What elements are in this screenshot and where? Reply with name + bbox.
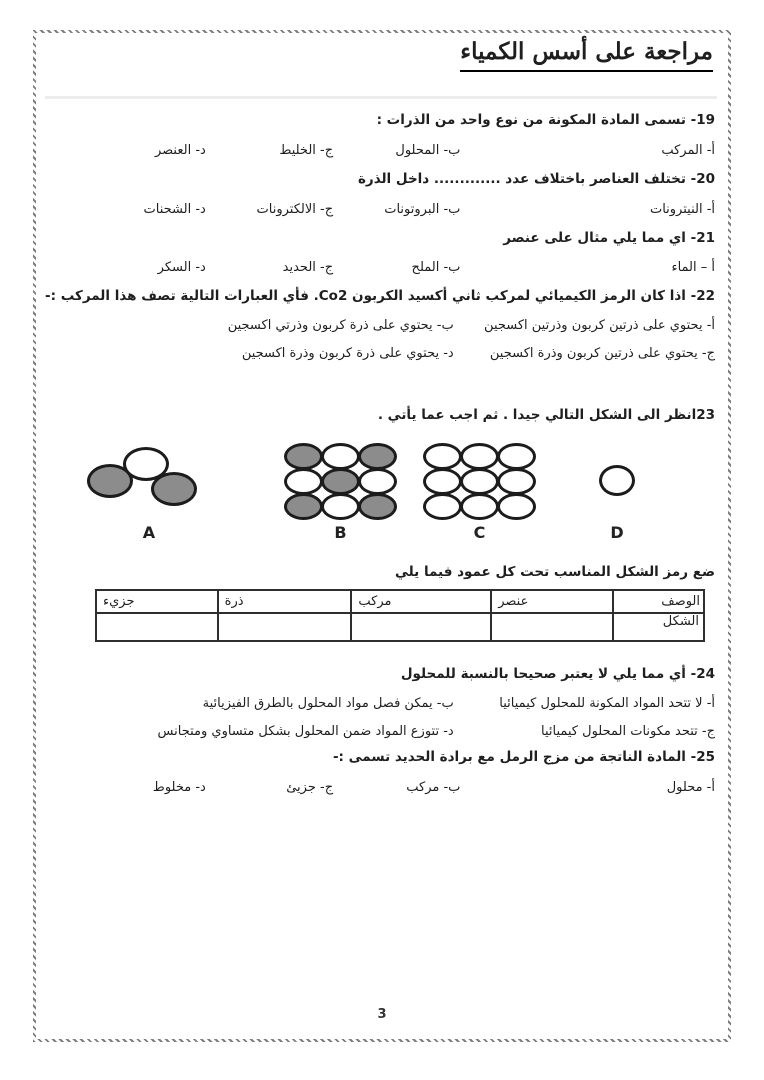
question-20-option-d: د- الشحنات [143, 201, 206, 217]
circle-grid-c [424, 444, 535, 519]
table-answer-cell-4 [96, 613, 218, 641]
white-circle [123, 447, 169, 481]
question-21-option-b: ب- الملح [411, 260, 461, 276]
table-row-label: الشكل [613, 613, 704, 641]
figure-group-a [83, 447, 215, 542]
white-circle [599, 465, 635, 496]
white-circle [497, 468, 536, 495]
question-24-option-d: د- تتوزع المواد ضمن المحلول بشكل متساوي ومتجانس [157, 724, 454, 739]
question-22-option-a: أ- يحتوي على ذرتين كربون وذرتين اكسجين [484, 318, 715, 334]
white-circle [423, 468, 462, 495]
table-answer-cell-1 [491, 613, 613, 641]
shapes-table [95, 589, 705, 642]
question-22 [45, 288, 717, 361]
question-25-options [45, 780, 715, 795]
question-24-text: 24- أي مما يلي لا يعتبر صحيحا بالنسبة للمحلول [400, 666, 715, 683]
gray-circle [358, 493, 397, 520]
question-25-option-c: ج- جزيئ [286, 779, 334, 795]
question-22-option-b: ب- يحتوي على ذرة كربون وذرتي اكسجين [227, 318, 454, 334]
question-23 [45, 407, 717, 642]
table-header-description: الوصف [613, 590, 704, 613]
white-circle [358, 468, 397, 495]
question-24-options [45, 696, 715, 739]
page-number: 3 [377, 1007, 387, 1022]
white-circle [497, 443, 536, 470]
question-23-text: 23انظر الى الشكل التالي جيدا . ثم اجب عما يأتي . [377, 407, 715, 424]
gray-circle [358, 443, 397, 470]
page-content [45, 34, 717, 1036]
question-20-text: 20- تختلف العناصر باختلاف عدد ............. داخل الذرة [357, 170, 715, 187]
table-header-compound: مركب [351, 590, 491, 613]
question-21-option-d: د- السكر [157, 260, 206, 276]
question-20-option-a: أ- النيترونات [649, 201, 715, 217]
shapes-table-answer-row [96, 613, 704, 641]
figure-label-c: C [473, 523, 486, 543]
question-22-options [45, 318, 715, 361]
question-19-option-c: ج- الخليط [279, 142, 334, 158]
white-circle [460, 493, 499, 520]
molecule-diagram-a [83, 447, 215, 509]
question-19-option-d: د- العنصر [154, 142, 206, 158]
question-19-options [45, 143, 715, 158]
question-20 [45, 171, 717, 217]
question-21-option-a: أ – الماء [671, 260, 715, 276]
atoms-figure [45, 444, 717, 542]
question-22-option-d: د- يحتوي على ذرة كربون وذرة اكسجين [241, 346, 454, 362]
question-25-option-a: أ- محلول [666, 779, 715, 795]
question-21-text: 21- اي مما يلي مثال على عنصر [503, 229, 715, 246]
question-20-option-b: ب- البروتونات [384, 201, 461, 217]
question-24-option-b: ب- يمكن فصل مواد المحلول بالطرق الفيزيائية [202, 696, 454, 711]
table-header-molecule: جزيء [96, 590, 218, 613]
figure-label-b: B [334, 523, 347, 543]
white-circle [321, 493, 360, 520]
white-circle [423, 493, 462, 520]
gray-circle [284, 493, 323, 520]
table-instruction: ضع رمز الشكل المناسب تحت كل عمود فيما يلي [395, 564, 715, 581]
question-25-text: 25- المادة الناتجة من مزج الرمل مع برادة الحديد تسمى :- [332, 749, 715, 765]
circle-grid-b [285, 444, 396, 519]
white-circle [497, 493, 536, 520]
white-circle [321, 443, 360, 470]
question-21-option-c: ج- الحديد [282, 260, 334, 276]
shapes-table-header-row [96, 590, 704, 613]
question-22-option-c: ج- يحتوي على ذرتين كربون وذرة اكسجين [489, 346, 715, 362]
figure-group-d [599, 465, 635, 542]
question-21-options [45, 260, 715, 275]
white-circle [460, 468, 499, 495]
figure-label-d: D [610, 523, 624, 543]
question-19 [45, 112, 717, 158]
white-circle [284, 468, 323, 495]
header-divider [45, 96, 717, 99]
question-19-text: 19- تسمى المادة المكونة من نوع واحد من الذرات : [376, 111, 715, 128]
white-circle [460, 443, 499, 470]
table-answer-cell-3 [218, 613, 352, 641]
question-25-option-d: د- مخلوط [152, 779, 206, 795]
question-20-option-c: ج- الالكترونات [256, 201, 334, 217]
question-24 [45, 666, 717, 739]
question-25 [45, 749, 717, 795]
question-20-options [45, 202, 715, 217]
question-25-option-b: ب- مركب [406, 779, 461, 795]
question-24-option-a: أ- لا تتحد المواد المكونة للمحلول كيميائيا [499, 696, 715, 711]
table-header-element: عنصر [491, 590, 613, 613]
table-header-atom: ذرة [218, 590, 352, 613]
question-19-option-a: أ- المركب [661, 142, 715, 158]
figure-group-b [285, 444, 396, 542]
white-circle [423, 443, 462, 470]
figure-group-c [424, 444, 535, 542]
gray-circle [321, 468, 360, 495]
question-19-option-b: ب- المحلول [395, 142, 461, 158]
question-21 [45, 230, 717, 276]
figure-label-a: A [142, 523, 156, 543]
question-24-option-c: ج- تتحد مكونات المحلول كيميائيا [540, 724, 715, 739]
question-22-text: 22- اذا كان الرمز الكيميائي لمركب ثاني أكسيد الكربون Co2. فأي العبارات التالية تصف هذا المركب :- [45, 288, 715, 305]
single-circle-d [599, 465, 635, 496]
table-answer-cell-2 [351, 613, 491, 641]
gray-circle [284, 443, 323, 470]
page-title: مراجعة على أسس الكمياء [460, 38, 713, 72]
